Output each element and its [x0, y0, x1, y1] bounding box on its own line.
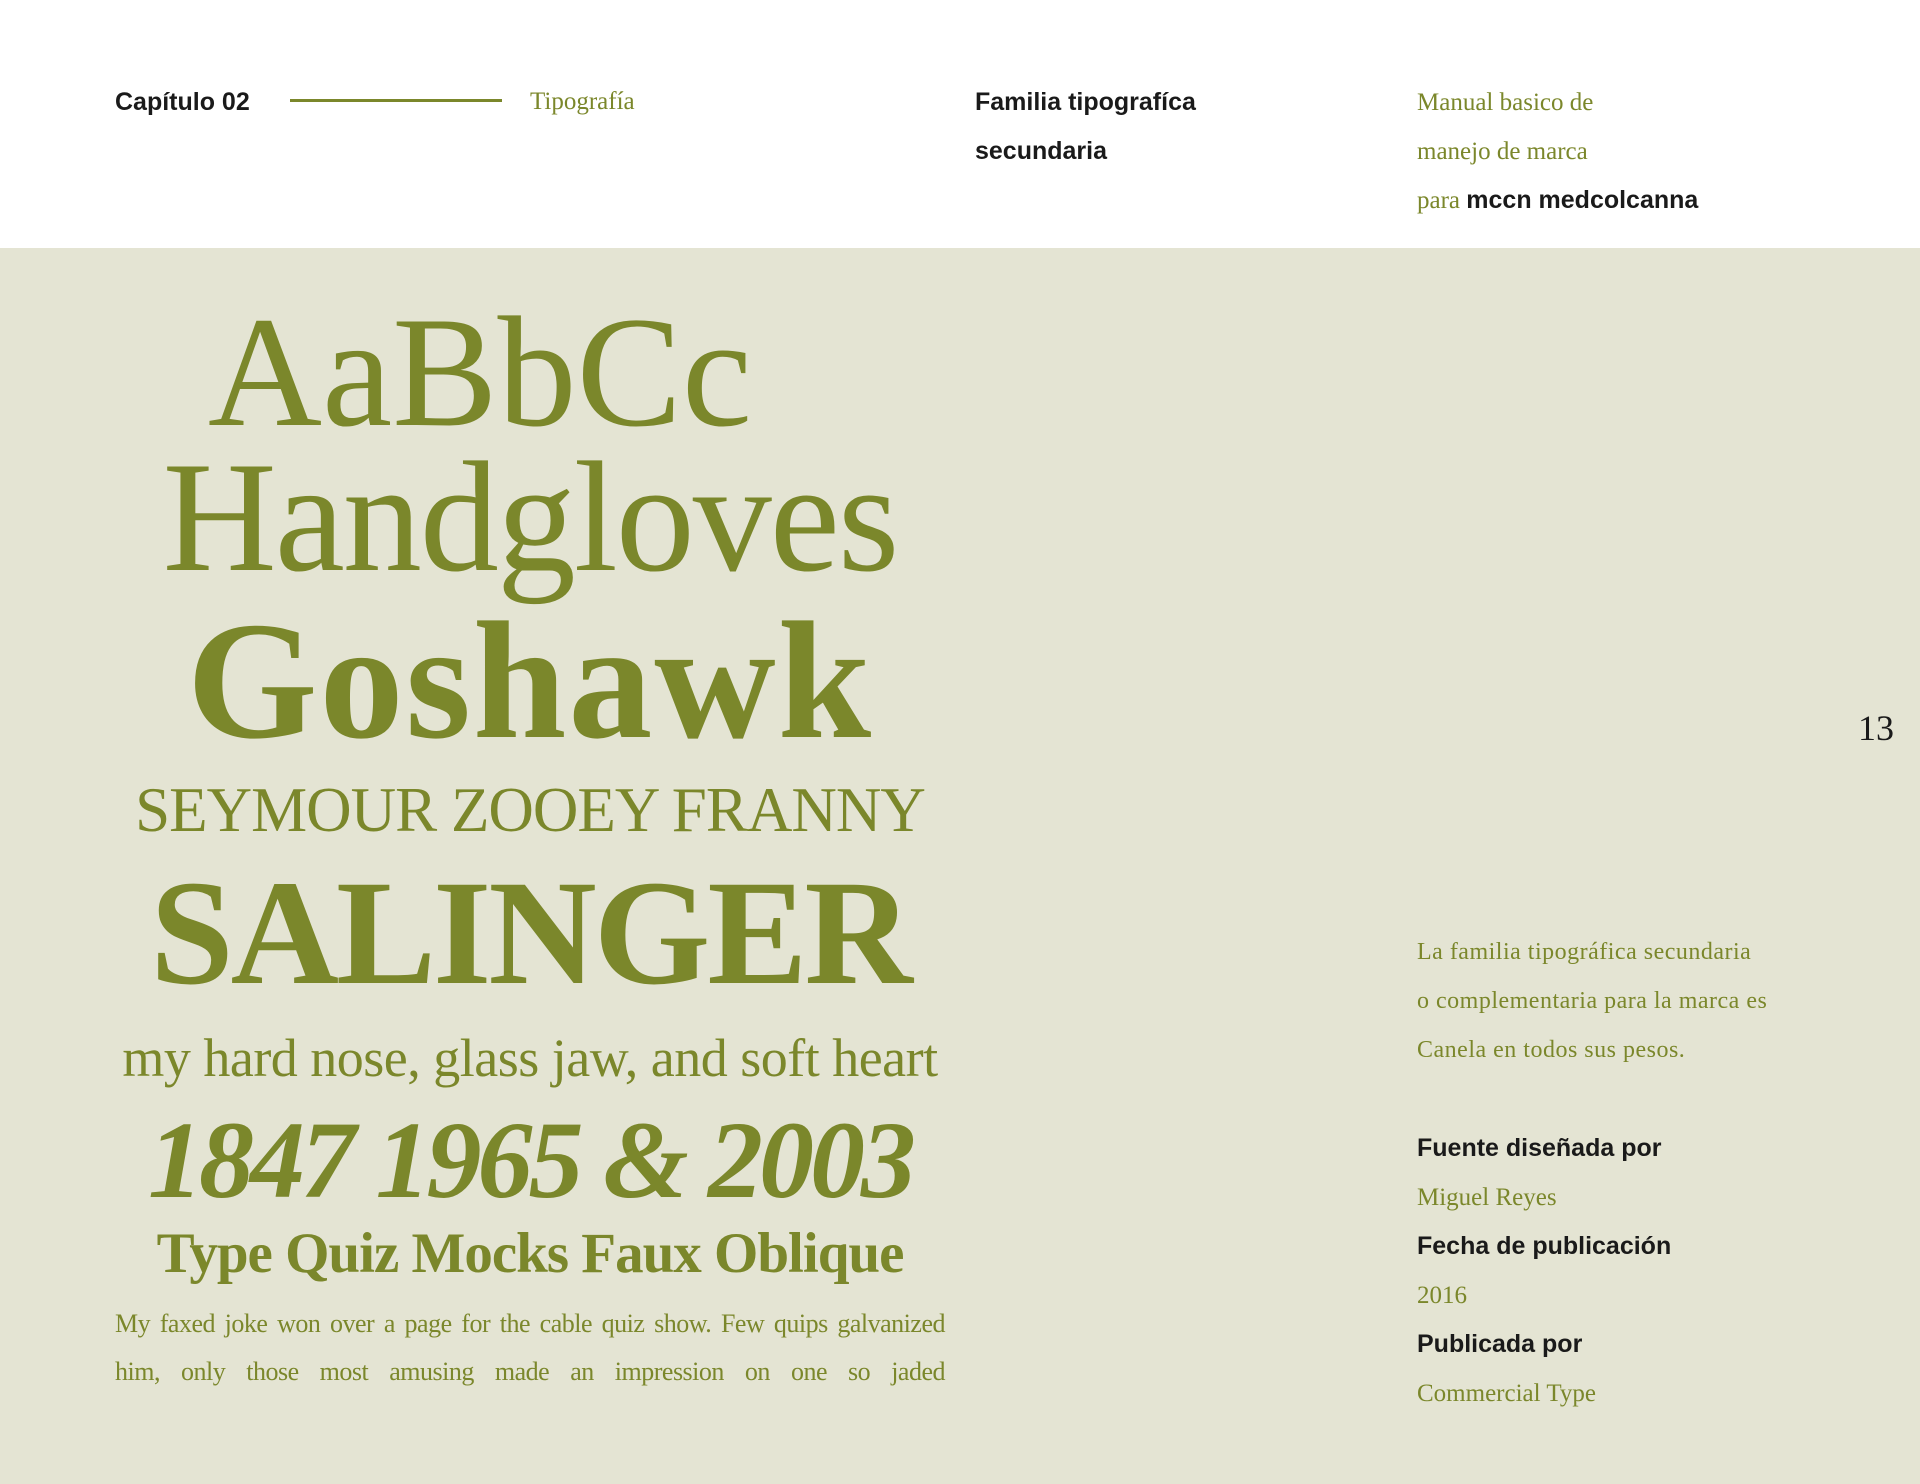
- page-number: 13: [1858, 708, 1894, 748]
- specimen-paragraph: [115, 1300, 945, 1396]
- paragraph-line: him, only those most amusing made an impression on one so jaded: [115, 1357, 945, 1386]
- specimen-line: Handgloves: [162, 430, 898, 605]
- designer-value: Miguel Reyes: [1417, 1184, 1557, 1211]
- specimen-line: my hard nose, glass jaw, and soft heart: [122, 1028, 938, 1088]
- specimen-line: SEYMOUR ZOOEY FRANNY: [135, 775, 925, 845]
- date-label: Fecha de publicación: [1417, 1232, 1672, 1260]
- paragraph-line: My faxed joke won over a page for the cable quiz show. Few quips galvanized: [115, 1309, 945, 1338]
- specimen-line: SALINGER: [150, 850, 910, 1016]
- intro-line: o complementaria para la marca es: [1417, 988, 1768, 1014]
- intro-text: [1417, 928, 1857, 1075]
- manual-line: Manual basico de: [1417, 89, 1594, 116]
- manual-title: [1417, 78, 1837, 225]
- brand-name: mccn medcolcanna: [1466, 186, 1699, 214]
- specimen-line: Goshawk: [186, 588, 874, 774]
- chapter-divider: [290, 99, 502, 102]
- chapter-label: Capítulo 02: [115, 88, 250, 116]
- specimen-line: 1847 1965 & 2003: [147, 1099, 913, 1221]
- publisher-value: Commercial Type: [1417, 1380, 1596, 1407]
- date-value: 2016: [1417, 1282, 1467, 1309]
- manual-line: manejo de marca: [1417, 138, 1588, 165]
- page-header: [0, 0, 1920, 248]
- publisher-label: Publicada por: [1417, 1330, 1583, 1358]
- manual-prefix: para: [1417, 187, 1461, 214]
- family-title: [975, 78, 1295, 176]
- designer-label: Fuente diseñada por: [1417, 1134, 1662, 1162]
- section-title: Tipografía: [530, 88, 635, 115]
- content-panel: [0, 248, 1920, 1484]
- font-metadata: [1417, 1124, 1857, 1418]
- intro-line: Canela en todos sus pesos.: [1417, 1037, 1686, 1063]
- specimen-line: AaBbCc: [207, 285, 753, 460]
- specimen-line: Type Quiz Mocks Faux Oblique: [156, 1222, 904, 1285]
- intro-line: La familia tipográfica secundaria: [1417, 939, 1752, 965]
- family-title-line: Familia tipografíca: [975, 88, 1196, 116]
- manual-line: [1417, 176, 1837, 225]
- family-title-line: secundaria: [975, 137, 1108, 165]
